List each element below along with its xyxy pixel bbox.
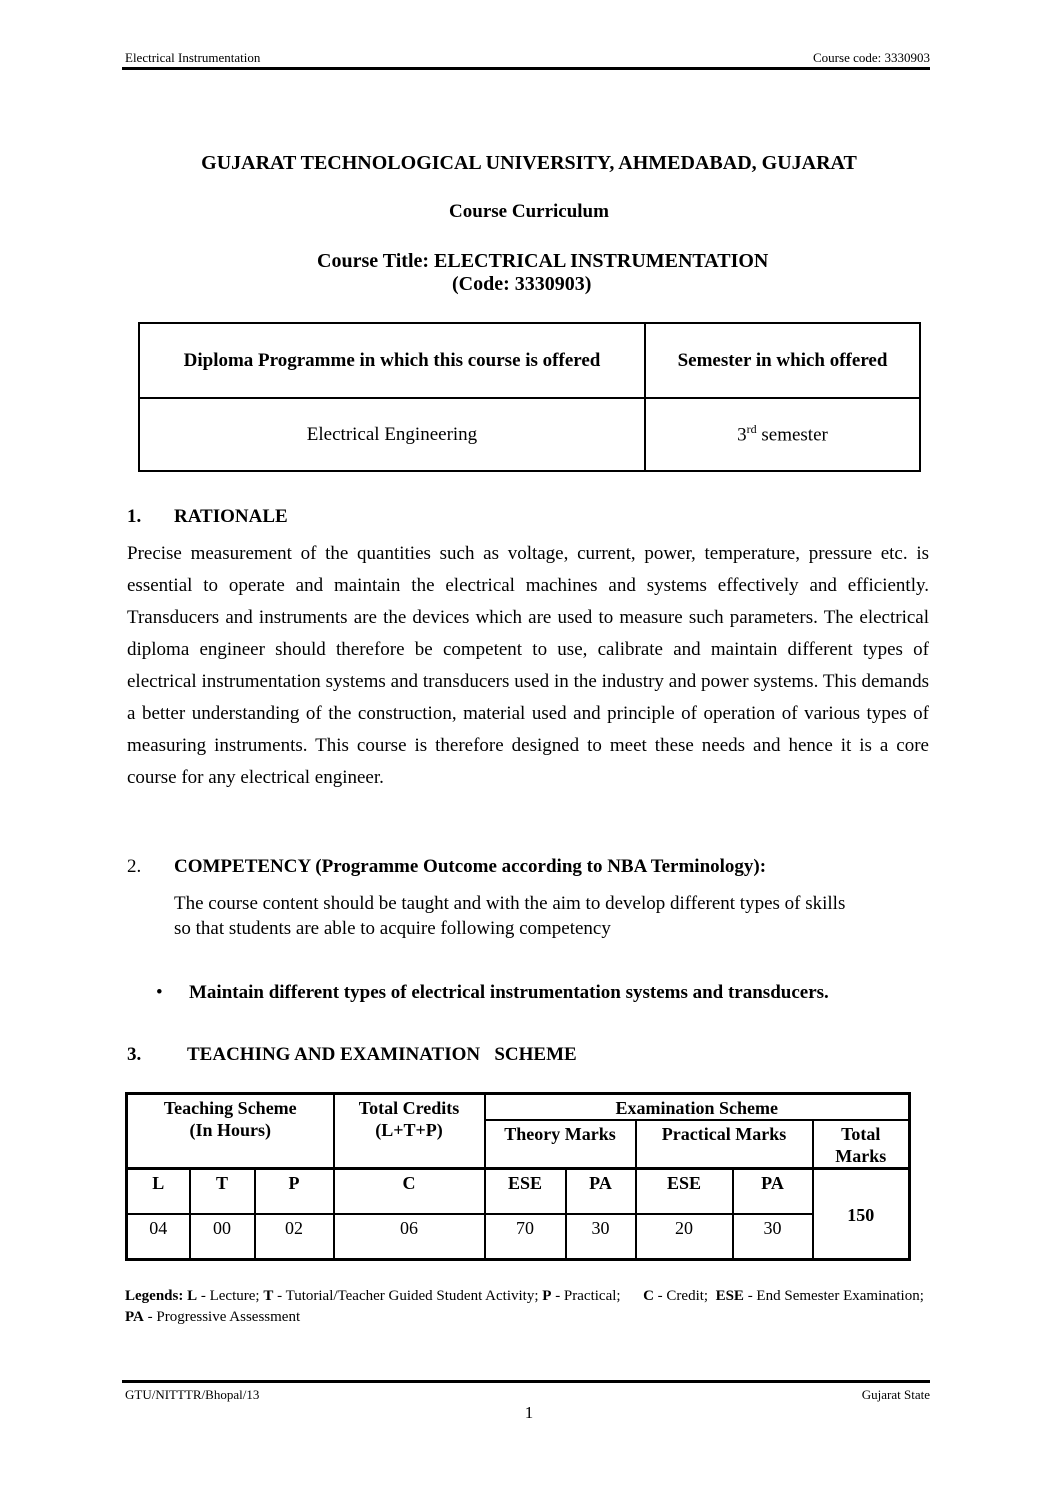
competency-line-1: The course content should be taught and with the aim to develop different types of skills [174, 893, 846, 914]
legend-key: L [187, 1288, 198, 1304]
teaching-scheme-label: Teaching Scheme [163, 1098, 297, 1118]
footer-left: GTU/NITTTR/Bhopal/13 [125, 1387, 260, 1402]
section-1-number: 1. [127, 506, 142, 527]
sub-header-p: P [255, 1169, 334, 1214]
sub-header-practical-pa: PA [733, 1169, 813, 1214]
sub-header-theory-pa: PA [566, 1169, 636, 1214]
section-2-number: 2. [127, 856, 142, 877]
page-number: 1 [524, 1403, 534, 1422]
competency-line-2: so that students are able to acquire following competency [174, 918, 611, 939]
curriculum-heading: Course Curriculum [449, 201, 609, 222]
legend-desc: - Credit; [653, 1288, 716, 1304]
examination-scheme-header: Examination Scheme [485, 1094, 910, 1121]
value-theory-ese: 70 [485, 1214, 566, 1260]
header-rule [122, 67, 930, 70]
legend-key: P [542, 1288, 552, 1304]
teaching-scheme-header [127, 1094, 334, 1169]
sub-header-practical-ese: ESE [636, 1169, 733, 1214]
legends-label: Legends: [125, 1288, 184, 1304]
legend-desc: - Lecture; [197, 1288, 264, 1304]
competency-bullet: Maintain different types of electrical instrumentation systems and transducers. [189, 982, 829, 1003]
course-title: Course Title: ELECTRICAL INSTRUMENTATION [317, 250, 769, 272]
section-1-title: RATIONALE [174, 506, 288, 527]
total-marks-header [813, 1120, 910, 1169]
offering-table [138, 322, 921, 472]
legend-key: T [263, 1288, 274, 1304]
university-title: GUJARAT TECHNOLOGICAL UNIVERSITY, AHMEDABAD, GUJARAT [201, 152, 857, 174]
footer-rule [122, 1380, 930, 1383]
running-header-right: Course code: 3330903 [813, 50, 930, 65]
ltp-label: (L+T+P) [375, 1120, 443, 1140]
total-credits-label: Total Credits [358, 1098, 460, 1118]
bullet-icon: • [156, 982, 163, 1003]
section-3-number: 3. [127, 1044, 142, 1065]
rationale-paragraph: Precise measurement of the quantities such as voltage, current, power, temperature, pressure etc. is essential to operate and maintain the electrical machines and systems effectively and efficiently. Transducers and instruments are the devices which are used to measure such parameters. The electrical diploma engineer should therefore be competent to use, calibrate and maintain different types of electrical instrumentation systems and transducers used in the industry and power systems. This demands a better understanding of the construction, material used and principle of operation of various types of measuring instruments. This course is therefore designed to meet these needs and hence it is a core course for any electrical engineer. [127, 543, 929, 788]
legends [125, 1286, 928, 1328]
value-c: 06 [334, 1214, 485, 1260]
legend-desc: - End Semester Examination; [743, 1288, 928, 1304]
marks-label: Marks [835, 1146, 887, 1166]
semester-number: 3 [737, 424, 747, 446]
programme-value: Electrical Engineering [139, 398, 645, 471]
theory-marks-header: Theory Marks [485, 1120, 636, 1169]
value-practical-pa: 30 [733, 1214, 813, 1260]
semester-word: semester [756, 424, 828, 446]
teaching-examination-table [125, 1092, 911, 1261]
sub-header-theory-ese: ESE [485, 1169, 566, 1214]
sub-header-t: T [190, 1169, 255, 1214]
section-2-title: COMPETENCY (Programme Outcome according to NBA Terminology): [174, 856, 767, 877]
value-p: 02 [255, 1214, 334, 1260]
course-code: (Code: 3330903) [452, 273, 592, 295]
sub-header-c: C [334, 1169, 485, 1214]
total-marks-value: 150 [813, 1169, 910, 1260]
legend-desc: - Practical; [551, 1288, 644, 1304]
sub-header-l: L [127, 1169, 190, 1214]
running-header-left: Electrical Instrumentation [125, 50, 261, 65]
value-l: 04 [127, 1214, 190, 1260]
section-3-title: TEACHING AND EXAMINATION SCHEME [187, 1044, 577, 1065]
value-practical-ese: 20 [636, 1214, 733, 1260]
total-label: Total [841, 1124, 881, 1144]
legend-desc: - Progressive Assessment [143, 1309, 301, 1325]
value-t: 00 [190, 1214, 255, 1260]
legend-desc: - Tutorial/Teacher Guided Student Activity; [273, 1288, 543, 1304]
legend-key: ESE [715, 1288, 744, 1304]
legend-key: PA [125, 1309, 144, 1325]
semester-header: Semester in which offered [645, 323, 920, 398]
in-hours-label: (In Hours) [189, 1120, 271, 1140]
footer-right: Gujarat State [861, 1387, 930, 1402]
semester-suffix: rd [746, 422, 757, 437]
value-theory-pa: 30 [566, 1214, 636, 1260]
practical-marks-header: Practical Marks [636, 1120, 813, 1169]
legend-key: C [643, 1288, 654, 1304]
total-credits-header [334, 1094, 485, 1169]
programme-header: Diploma Programme in which this course is offered [139, 323, 645, 398]
semester-value [645, 398, 920, 471]
